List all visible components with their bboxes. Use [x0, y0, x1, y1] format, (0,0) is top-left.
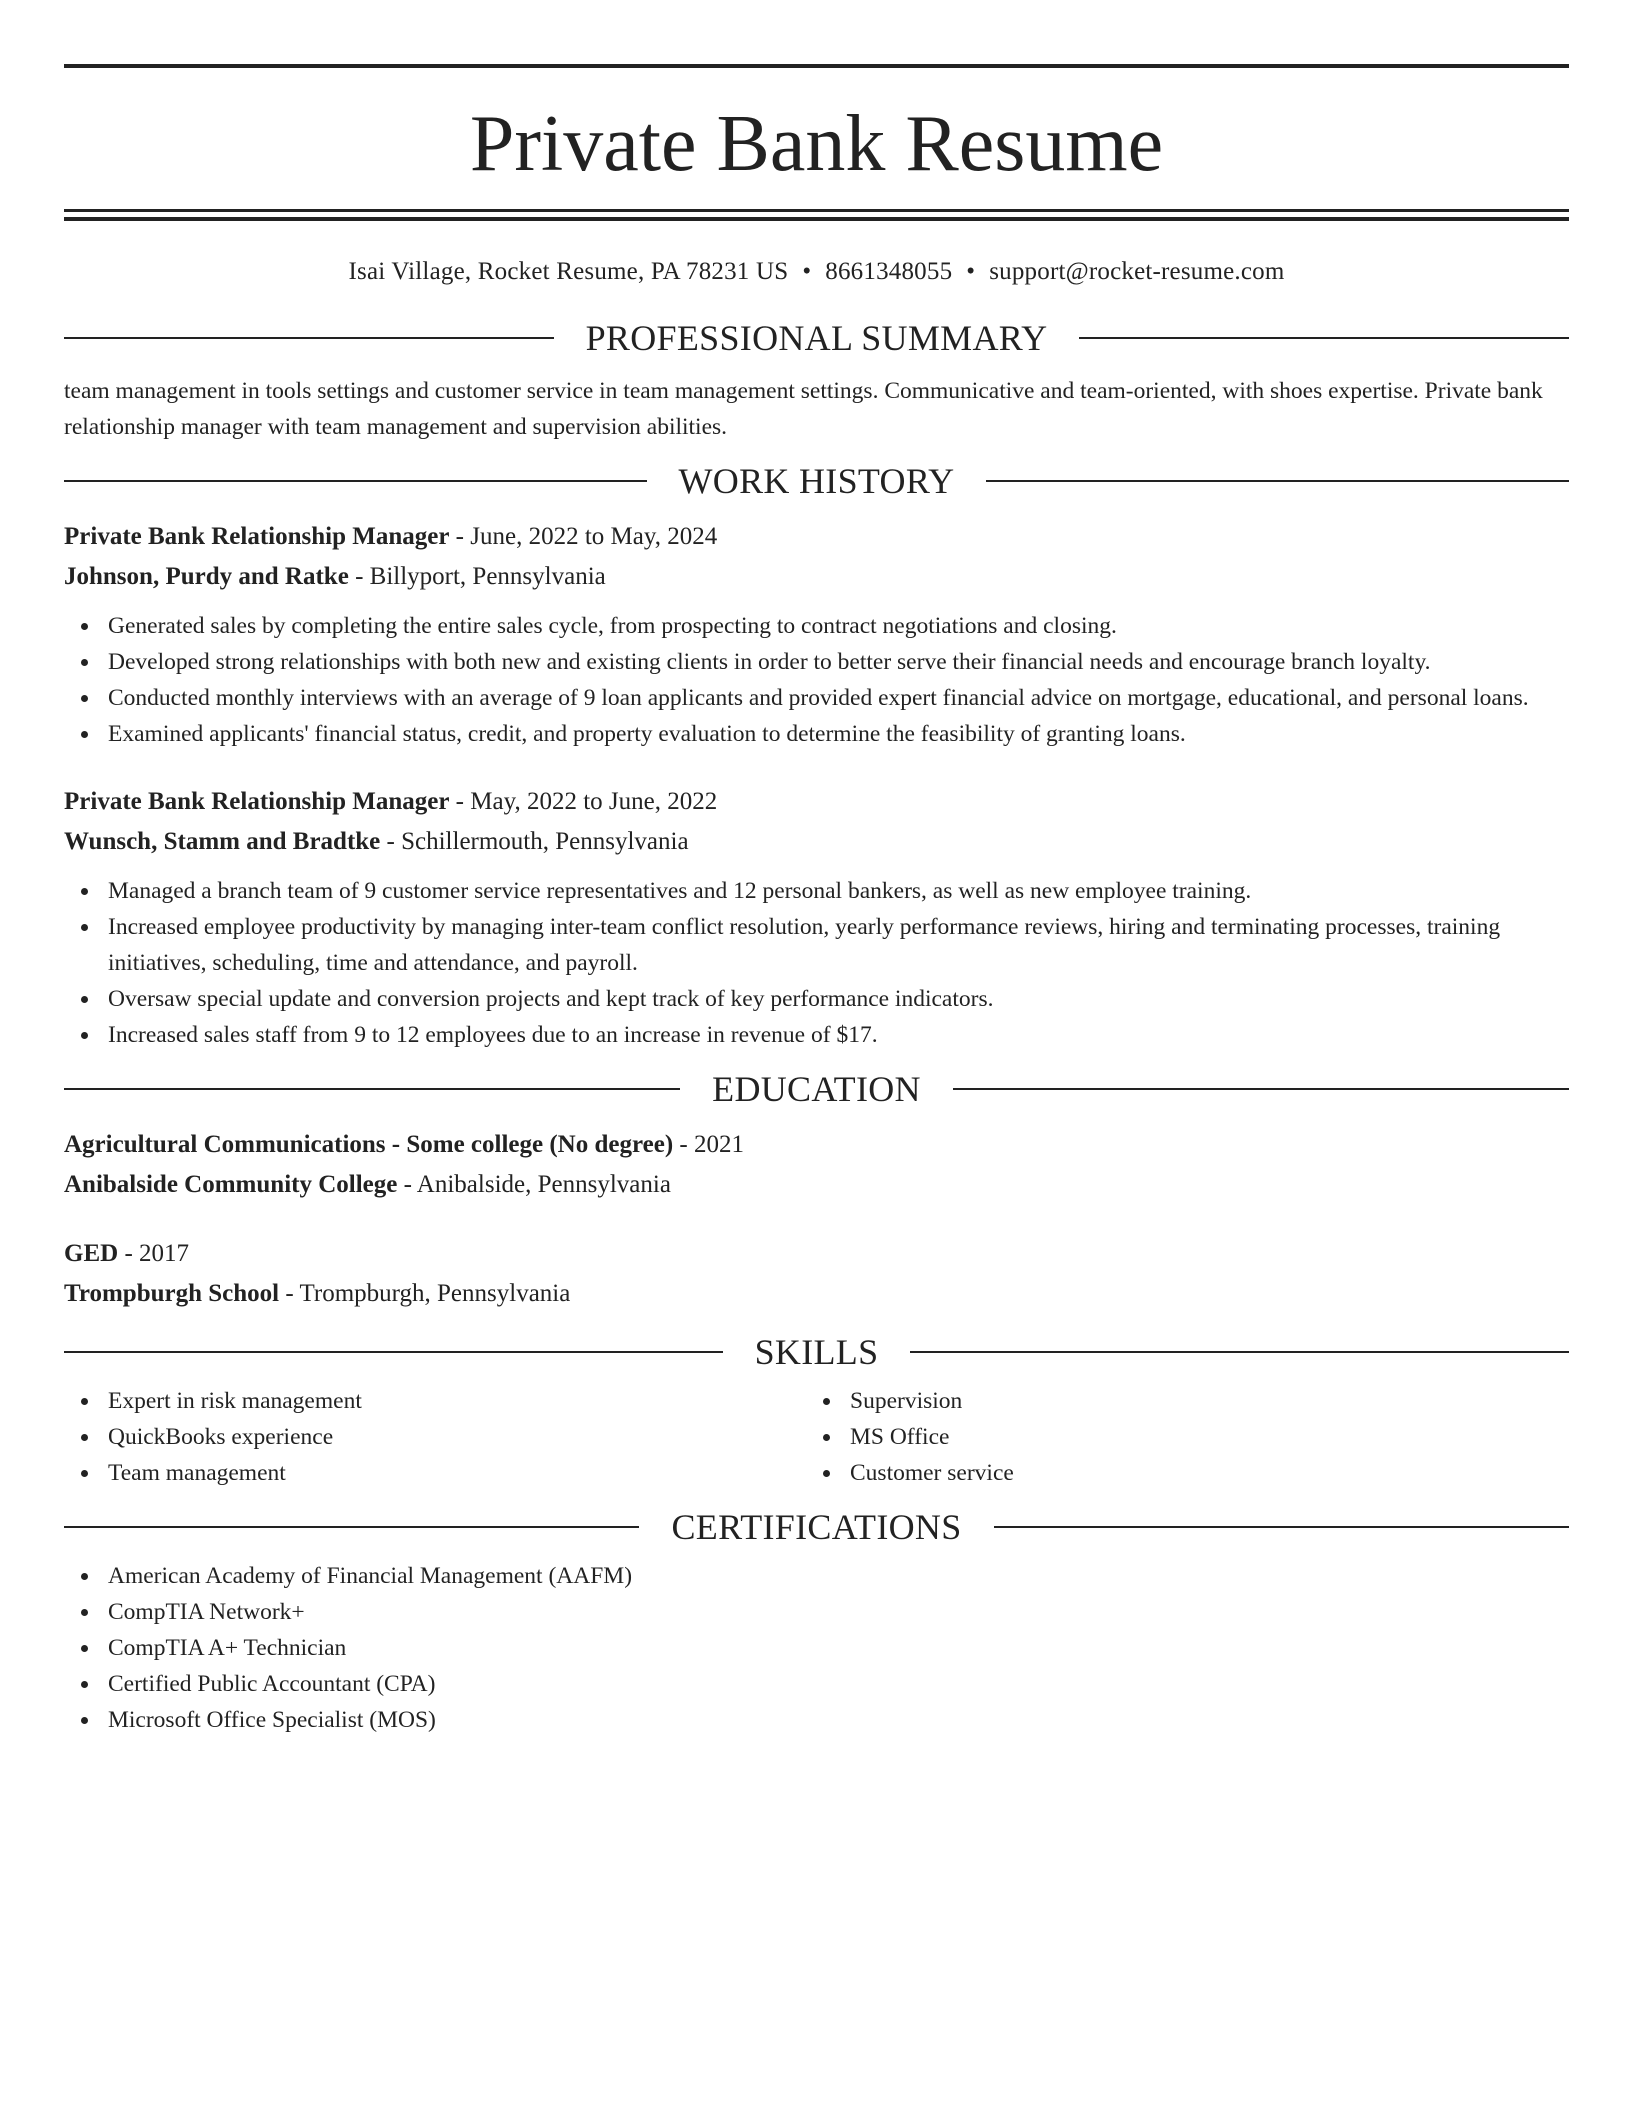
education-entry — [64, 1234, 1569, 1314]
education-school-line — [64, 1274, 1569, 1314]
section-heading-summary — [64, 320, 1569, 356]
education-degree-line — [64, 1234, 1569, 1274]
job-bullet: Oversaw special update and conversion projects and kept track of key performance indicators. — [64, 981, 1569, 1017]
job-bullets — [64, 608, 1569, 752]
contact-separator: • — [966, 258, 976, 285]
job-location: - Billyport, Pennsylvania — [348, 563, 606, 590]
education-school-line — [64, 1165, 1569, 1205]
job-title-line — [64, 517, 1569, 557]
skill-item: Expert in risk management — [64, 1383, 806, 1419]
skill-item: Customer service — [806, 1455, 1548, 1491]
education-degree-line — [64, 1125, 1569, 1165]
section-title: PROFESSIONAL SUMMARY — [585, 318, 1048, 358]
summary-text: team management in tools settings and customer service in team management settings. Communicative and team-oriented, with shoes expertise. Private bank relationship manager with team management and supervision abilities. — [64, 378, 1543, 440]
education-degree: GED — [64, 1240, 119, 1267]
double-rule — [64, 209, 1569, 221]
certification-item: Microsoft Office Specialist (MOS) — [64, 1702, 1569, 1738]
certification-item: American Academy of Financial Management (AAFM) — [64, 1558, 1569, 1594]
skills-list-right — [806, 1383, 1548, 1491]
section-title: WORK HISTORY — [678, 461, 955, 501]
job-entry — [64, 782, 1569, 1053]
section-title: EDUCATION — [712, 1069, 921, 1109]
job-dates: - May, 2022 to June, 2022 — [449, 788, 718, 815]
education-year: - 2021 — [673, 1131, 744, 1158]
education-location: - Anibalside, Pennsylvania — [397, 1171, 671, 1198]
heading-rule — [64, 1088, 680, 1090]
contact-separator: • — [802, 258, 812, 285]
job-company: Wunsch, Stamm and Bradtke — [64, 828, 381, 855]
certification-item: Certified Public Accountant (CPA) — [64, 1666, 1569, 1702]
certification-item: CompTIA Network+ — [64, 1594, 1569, 1630]
section-heading-certifications — [64, 1509, 1569, 1545]
skills-columns — [64, 1383, 1569, 1491]
job-bullet: Examined applicants' financial status, credit, and property evaluation to determine the feasibility of granting loans. — [64, 716, 1569, 752]
contact-email[interactable]: support@rocket-resume.com — [989, 258, 1285, 285]
skill-item: Team management — [64, 1455, 806, 1491]
job-bullets — [64, 873, 1569, 1053]
heading-rule — [64, 1526, 639, 1528]
skill-item: Supervision — [806, 1383, 1548, 1419]
heading-rule — [64, 480, 647, 482]
section-heading-skills — [64, 1334, 1569, 1370]
job-entry — [64, 517, 1569, 752]
certification-item: CompTIA A+ Technician — [64, 1630, 1569, 1666]
education-school: Anibalside Community College — [64, 1171, 398, 1198]
section-title: SKILLS — [754, 1332, 879, 1372]
heading-rule — [994, 1526, 1569, 1528]
job-bullet: Increased sales staff from 9 to 12 employees due to an increase in revenue of $17. — [64, 1017, 1569, 1053]
job-bullet: Developed strong relationships with both new and existing clients in order to better serve their financial needs and encourage branch loyalty. — [64, 644, 1569, 680]
heading-rule — [953, 1088, 1569, 1090]
job-title: Private Bank Relationship Manager — [64, 523, 450, 550]
job-company-line — [64, 557, 1569, 597]
education-entry — [64, 1125, 1569, 1205]
job-location: - Schillermouth, Pennsylvania — [380, 828, 689, 855]
section-title: CERTIFICATIONS — [671, 1507, 962, 1547]
education-school: Trompburgh School — [64, 1280, 280, 1307]
job-title: Private Bank Relationship Manager — [64, 788, 450, 815]
section-heading-education — [64, 1071, 1569, 1107]
section-heading-work-history — [64, 463, 1569, 499]
job-bullet: Increased employee productivity by managing inter-team conflict resolution, yearly performance reviews, hiring and terminating processes, training initiatives, scheduling, time and attendance, and payroll. — [64, 909, 1569, 981]
heading-rule — [64, 1351, 723, 1353]
job-title-line — [64, 782, 1569, 822]
skill-item: MS Office — [806, 1419, 1548, 1455]
heading-rule — [64, 337, 554, 339]
contact-address: Isai Village, Rocket Resume, PA 78231 US — [348, 258, 789, 285]
job-dates: - June, 2022 to May, 2024 — [449, 523, 718, 550]
job-bullet: Conducted monthly interviews with an average of 9 loan applicants and provided expert financial advice on mortgage, educational, and personal loans. — [64, 680, 1569, 716]
education-location: - Trompburgh, Pennsylvania — [279, 1280, 571, 1307]
job-company-line — [64, 822, 1569, 862]
heading-rule — [986, 480, 1569, 482]
job-bullet: Generated sales by completing the entire sales cycle, from prospecting to contract negotiations and closing. — [64, 608, 1569, 644]
certifications-list — [64, 1558, 1569, 1738]
heading-rule — [1079, 337, 1569, 339]
skill-item: QuickBooks experience — [64, 1419, 806, 1455]
contact-phone: 8661348055 — [825, 258, 953, 285]
resume-title: Private Bank Resume — [469, 100, 1164, 188]
job-bullet: Managed a branch team of 9 customer service representatives and 12 personal bankers, as well as new employee training. — [64, 873, 1569, 909]
education-year: - 2017 — [118, 1240, 190, 1267]
resume-page — [64, 64, 1569, 1738]
contact-line — [64, 259, 1569, 284]
heading-rule — [910, 1351, 1569, 1353]
job-company: Johnson, Purdy and Ratke — [64, 563, 349, 590]
skills-list-left — [64, 1383, 806, 1491]
education-degree: Agricultural Communications - Some college (No degree) — [64, 1131, 674, 1158]
